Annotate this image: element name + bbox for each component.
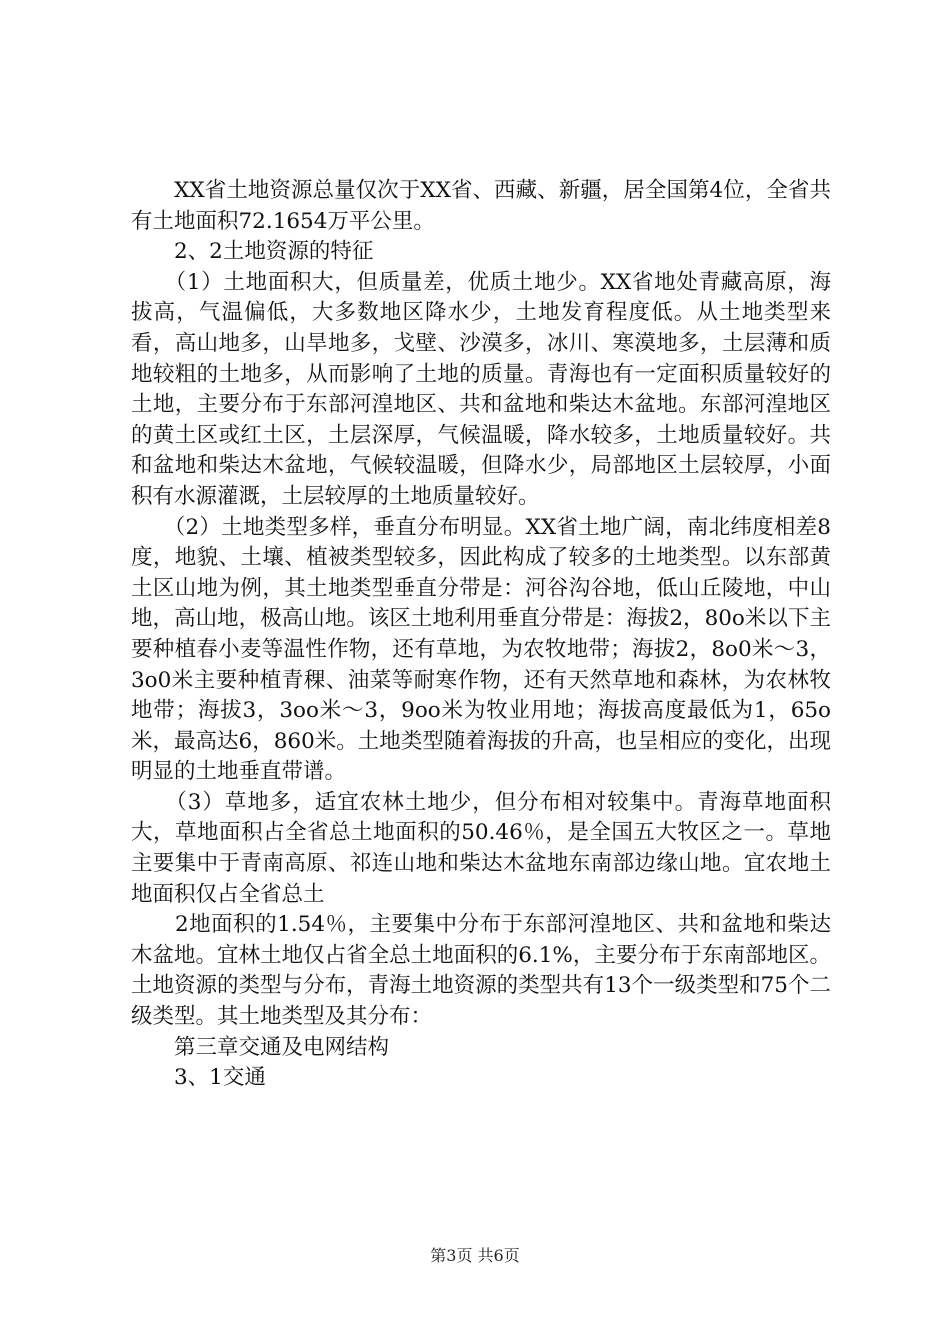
document-body [131,176,831,1094]
paragraph-land-total: XX省土地资源总量仅次于XX省、西藏、新疆，居全国第4位，全省共有土地面积72.1654万平公里。 [131,178,831,234]
paragraph-feature-2: （2）土地类型多样，垂直分布明显。XX省土地广阔，南北纬度相差8度，地貌、土壤、植被类型较多，因此构成了较多的土地类型。以东部黄土区山地为例，其土地类型垂直分带是：河谷沟谷地，低山丘陵地，中山地，高山地，极高山地。该区土地利用垂直分带是：海拔2，80o米以下主要种植春小麦等温性作物，还有草地，为农牧地带；海拔2，8o0米～3，3o0米主要种植青稞、油菜等耐寒作物，还有天然草地和森林，为农林牧地带；海拔3，3oo米～3，9oo米为牧业用地；海拔高度最低为1，65o米，最高达6，860米。土地类型随着海拔的升高，也呈相应的变化，出现明显的土地垂直带谱。 [131,514,831,785]
paragraph-feature-3: （3）草地多，适宜农林土地少，但分布相对较集中。青海草地面积大，草地面积占全省总土地面积的50.46％，是全国五大牧区之一。草地主要集中于青南高原、祁连山地和柴达木盆地东南部边缘山地。宜农地土地面积仅占全省总土 [131,789,831,907]
chapter-heading-transport: 第三章交通及电网结构 [131,1034,390,1060]
section-heading-land-features: 2、2土地资源的特征 [131,239,374,265]
section-heading-transport: 3、1交通 [131,1065,266,1091]
paragraph-feature-3-continued: 2地面积的1.54％，主要集中分布于东部河湟地区、共和盆地和柴达木盆地。宜林土地仅占省全总土地面积的6.1%，主要分布于东南部地区。土地资源的类型与分布，青海土地资源的类型共有13个一级类型和75个二级类型。其土地类型及其分布： [131,912,831,1030]
paragraph-feature-1: （1）土地面积大，但质量差，优质土地少。XX省地处青藏高原，海拔高，气温偏低，大多数地区降水少，土地发育程度低。从土地类型来看，高山地多，山旱地多，戈壁、沙漠多，冰川、寒漠地多，土层薄和质地较粗的土地多，从而影响了土地的质量。青海也有一定面积质量较好的土地，主要分布于东部河湟地区、共和盆地和柴达木盆地。东部河湟地区的黄土区或红土区，土层深厚，气候温暖，降水较多，土地质量较好。共和盆地和柴达木盆地，气候较温暖，但降水少，局部地区土层较厚，小面积有水源灌溉，土层较厚的土地质量较好。 [131,269,831,509]
page-footer: 第3页 共6页 [430,1246,520,1265]
